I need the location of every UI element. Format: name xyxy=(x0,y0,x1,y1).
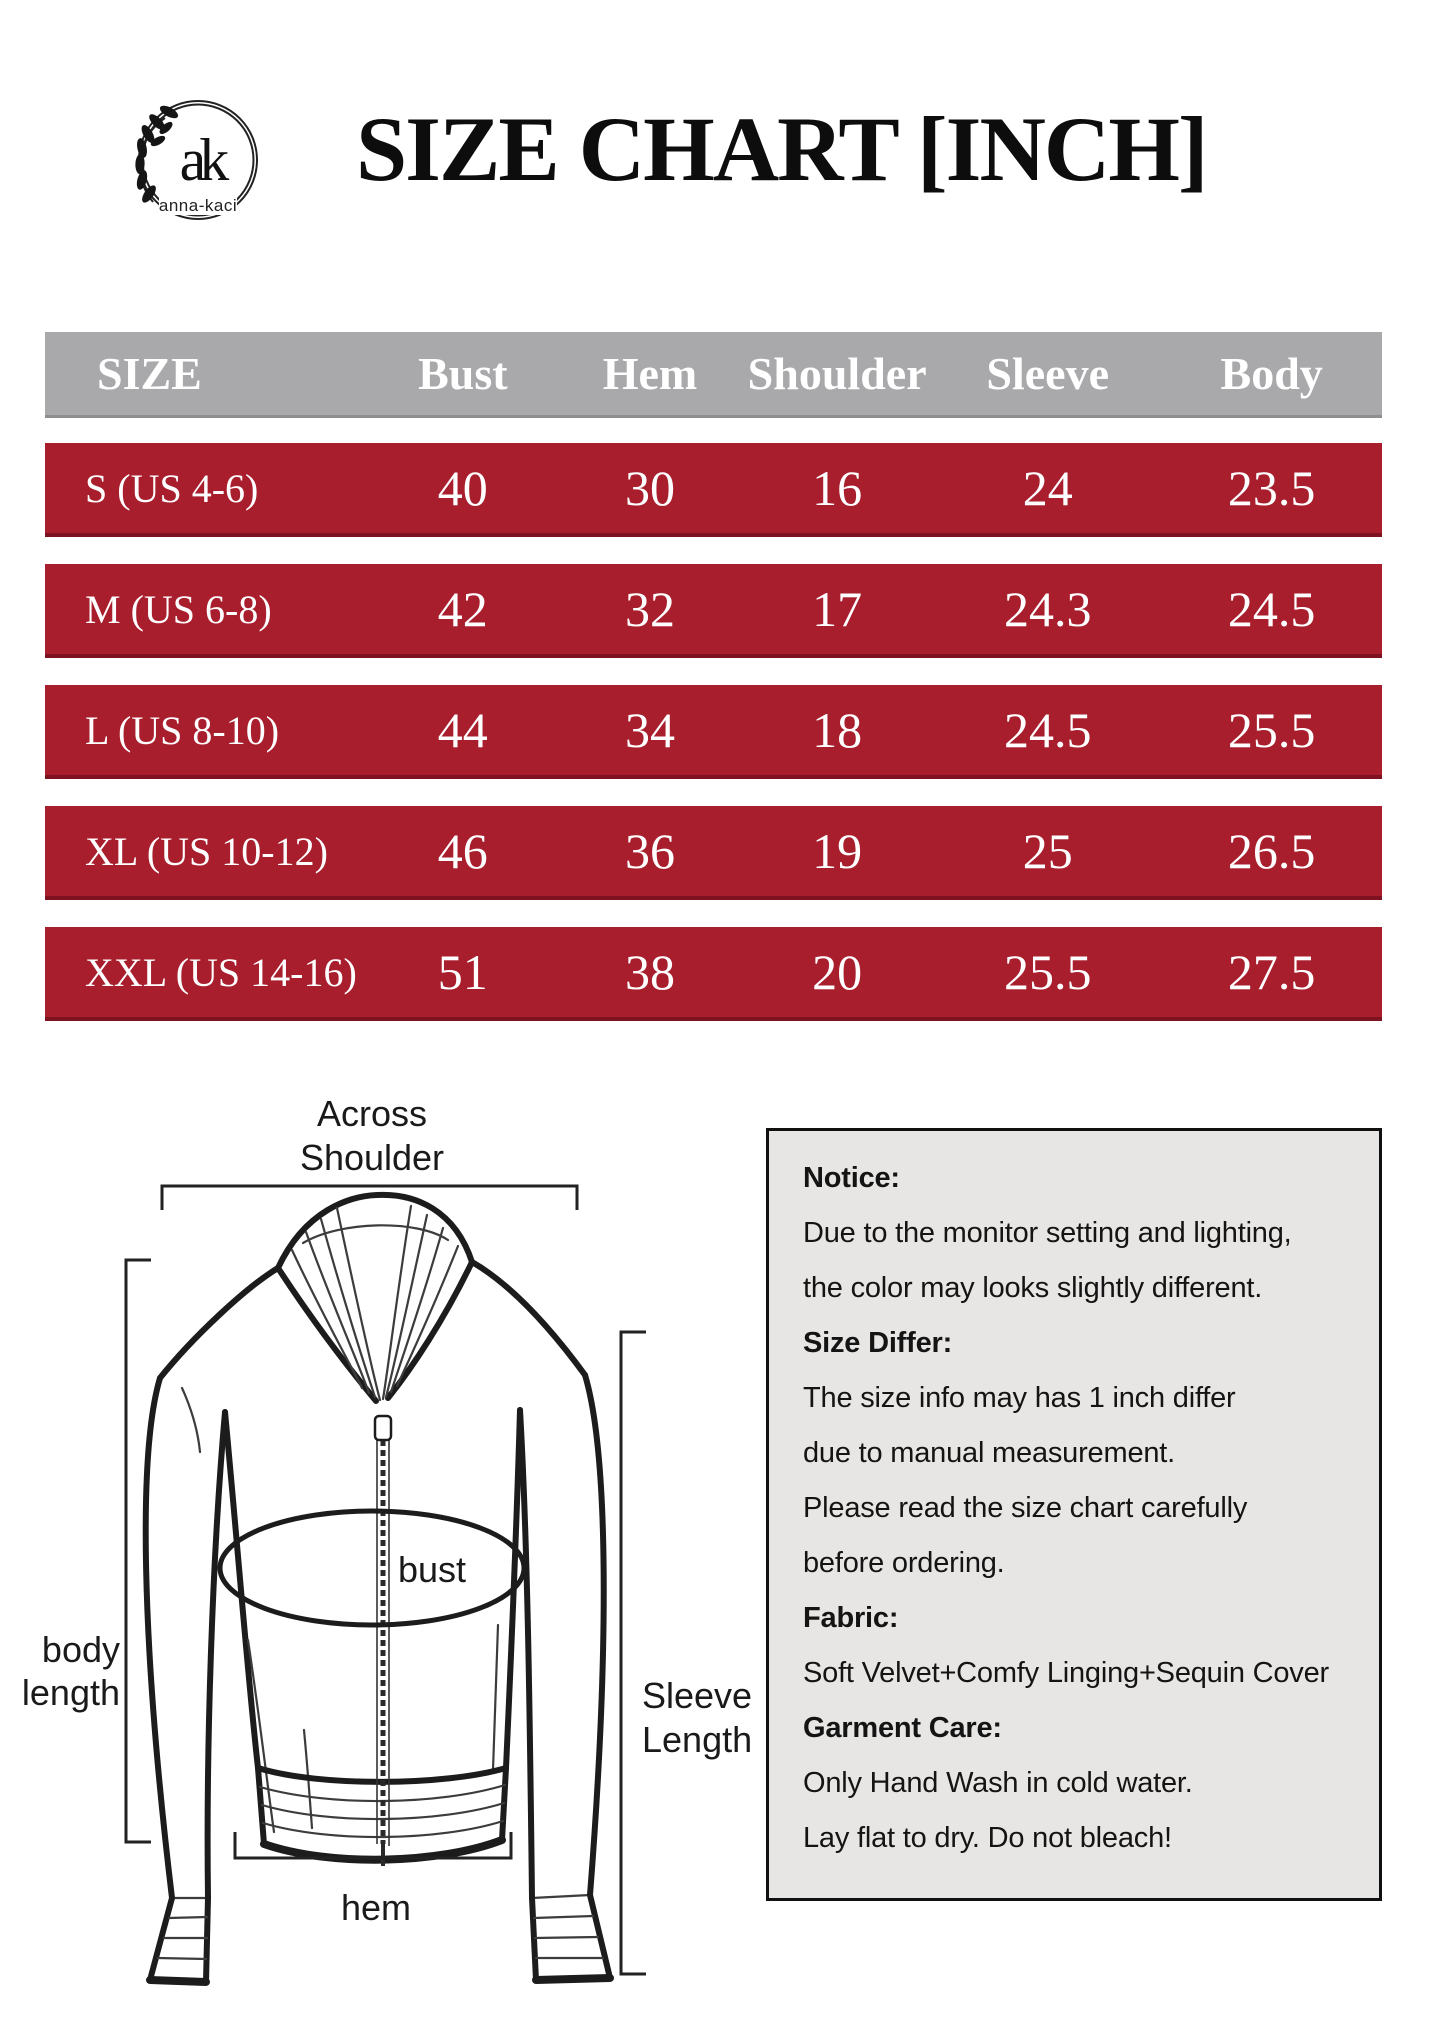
brand-logo xyxy=(131,94,265,230)
hem-label: hem xyxy=(340,1887,412,1928)
jacket-cuff-left xyxy=(150,1898,208,1982)
column-header-shoulder: Shoulder xyxy=(747,348,927,399)
notice-line: Notice: xyxy=(803,1162,900,1194)
cell-hem-value: 32 xyxy=(624,581,675,637)
notice-line: due to manual measurement. xyxy=(803,1437,1176,1469)
size-table-row xyxy=(45,927,1382,1021)
cell-shoulder-value: 16 xyxy=(812,460,863,516)
size-table-row xyxy=(45,443,1382,537)
column-header-sleeve: Sleeve xyxy=(986,348,1110,399)
notice-line: The size info may has 1 inch differ xyxy=(803,1382,1236,1414)
column-header-body: Body xyxy=(1220,348,1323,399)
body-length-label-line2: length xyxy=(21,1672,120,1713)
sleeve-length-label-line1: Sleeve xyxy=(642,1675,753,1716)
column-header-hem: Hem xyxy=(602,348,698,399)
cell-sleeve-value: 24.5 xyxy=(1003,702,1092,758)
cell-shoulder-value: 18 xyxy=(812,702,863,758)
jacket-collar xyxy=(278,1195,472,1401)
notice-line: the color may looks slightly different. xyxy=(803,1272,1263,1304)
cell-shoulder-value: 19 xyxy=(812,823,863,879)
cell-body-value: 25.5 xyxy=(1227,702,1316,758)
logo-monogram: ak xyxy=(179,127,223,193)
size-table-row xyxy=(45,564,1382,658)
cell-hem-value: 30 xyxy=(624,460,675,516)
across-shoulder-label-line2: Shoulder xyxy=(299,1137,445,1178)
cell-body-value: 26.5 xyxy=(1227,823,1316,879)
notice-line: before ordering. xyxy=(803,1547,1005,1579)
cell-sleeve-value: 25.5 xyxy=(1003,944,1092,1000)
jacket-body-crease-right xyxy=(493,1625,498,1770)
cell-body-value: 27.5 xyxy=(1227,944,1316,1000)
cell-size-label: S (US 4-6) xyxy=(85,465,259,511)
cell-size-label: XXL (US 14-16) xyxy=(85,949,357,995)
cell-size-label: L (US 8-10) xyxy=(85,707,280,753)
cell-shoulder-value: 20 xyxy=(812,944,863,1000)
notice-line: Garment Care: xyxy=(803,1712,1002,1744)
column-header-size: SIZE xyxy=(97,348,202,399)
laurel-branch-icon xyxy=(135,103,180,205)
sleeve-length-bracket xyxy=(621,1332,646,1974)
cell-size-label: XL (US 10-12) xyxy=(85,828,328,874)
jacket-sleeve-left xyxy=(146,1378,225,1898)
cell-sleeve-value: 25 xyxy=(1022,823,1073,879)
size-table-row xyxy=(45,685,1382,779)
notice-line: Due to the monitor setting and lighting, xyxy=(803,1217,1292,1249)
jacket-shoulder-left xyxy=(160,1268,278,1378)
cell-hem-value: 36 xyxy=(624,823,675,879)
notice-line: Soft Velvet+Comfy Linging+Sequin Cover xyxy=(803,1657,1329,1689)
logo-brand-name: anna-kaci xyxy=(158,196,238,215)
cell-bust-value: 46 xyxy=(437,823,488,879)
jacket-measurement-diagram xyxy=(20,1080,760,2020)
size-table-rows xyxy=(45,443,1382,1048)
notice-line: Please read the size chart carefully xyxy=(803,1492,1248,1524)
jacket-zipper xyxy=(375,1416,391,1866)
column-header-bust: Bust xyxy=(418,348,508,399)
sleeve-length-label-line2: Length xyxy=(642,1719,753,1760)
cell-body-value: 23.5 xyxy=(1227,460,1316,516)
cell-bust-value: 40 xyxy=(437,460,488,516)
size-table-row xyxy=(45,806,1382,900)
cell-bust-value: 42 xyxy=(437,581,488,637)
notice-line: Fabric: xyxy=(803,1602,899,1634)
cell-sleeve-value: 24 xyxy=(1022,460,1073,516)
cell-hem-value: 38 xyxy=(624,944,675,1000)
page-title: SIZE CHART [INCH] xyxy=(356,98,1207,200)
cell-size-label: M (US 6-8) xyxy=(85,586,272,632)
size-table-header xyxy=(45,332,1382,418)
cell-bust-value: 44 xyxy=(437,702,488,758)
notice-line: Only Hand Wash in cold water. xyxy=(803,1767,1193,1799)
cell-body-value: 24.5 xyxy=(1227,581,1316,637)
bust-measure-ellipse xyxy=(220,1511,524,1625)
jacket-shoulder-right xyxy=(472,1262,585,1375)
jacket-cuff-right xyxy=(532,1895,610,1980)
notice-box xyxy=(766,1128,1382,1901)
cell-hem-value: 34 xyxy=(624,702,675,758)
notice-line: Size Differ: xyxy=(803,1327,953,1359)
cell-sleeve-value: 24.3 xyxy=(1003,581,1092,637)
notice-line: Lay flat to dry. Do not bleach! xyxy=(803,1822,1172,1854)
cell-shoulder-value: 17 xyxy=(812,581,863,637)
across-shoulder-label-line1: Across xyxy=(316,1093,428,1134)
cell-bust-value: 51 xyxy=(437,944,488,1000)
body-length-label-line1: body xyxy=(41,1629,120,1670)
jacket-sleeve-right xyxy=(520,1375,604,1898)
bust-label: bust xyxy=(397,1549,467,1590)
